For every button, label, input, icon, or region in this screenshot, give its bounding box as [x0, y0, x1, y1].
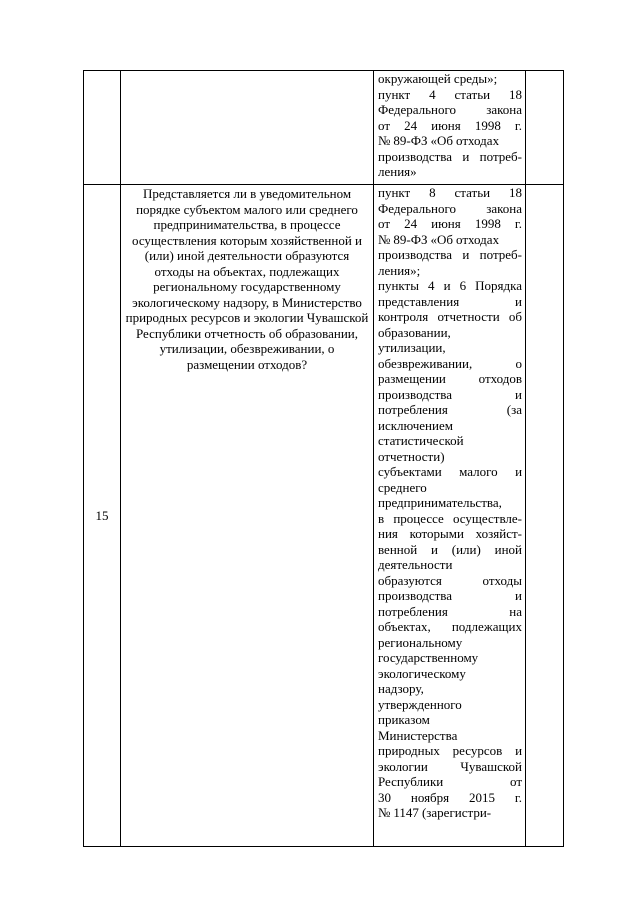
checklist-table [83, 70, 564, 847]
legal-basis-lines [378, 185, 522, 821]
legal-basis-line: Министерства [378, 727, 458, 743]
legal-basis-line: субъектами малого и [378, 464, 522, 479]
legal-basis-line: пункт 8 статьи 18 [378, 185, 522, 200]
legal-basis-line: производства и [378, 588, 522, 603]
legal-basis-line: размещении отходов [378, 371, 522, 386]
legal-basis-line: государственному [378, 650, 479, 665]
legal-basis-line: образовании, [378, 324, 451, 340]
row-number-cell: 15 [84, 185, 121, 847]
compliance-mark-cell [526, 71, 564, 185]
legal-basis-line: пункт 4 статьи 18 [378, 86, 522, 102]
row-number-cell [84, 71, 121, 185]
legal-basis-line: утвержденного [378, 696, 462, 712]
legal-basis-line: Федерального закона [378, 200, 522, 216]
legal-basis-line: № 89-ФЗ «Об отходах [378, 231, 500, 247]
legal-basis-line: ления» [378, 164, 417, 179]
legal-basis-line: от 24 июня 1998 г. [378, 216, 522, 231]
legal-basis-line: № 1147 (зарегистри- [378, 805, 492, 820]
table-row [84, 185, 564, 847]
legal-basis-line: экологическому [378, 665, 466, 681]
legal-basis-line: производства и [378, 386, 522, 402]
legal-basis-line: надзору, [378, 681, 424, 696]
legal-basis-line: экологии Чувашской [378, 758, 522, 774]
legal-basis-line: представления и [378, 293, 522, 309]
legal-basis-line: обезвреживании, о [378, 355, 522, 371]
legal-basis-line: ления»; [378, 262, 421, 278]
legal-basis-line: образуются отходы [378, 572, 522, 588]
legal-basis-cell [374, 185, 526, 847]
table-row [84, 71, 564, 185]
legal-basis-line: от 24 июня 1998 г. [378, 117, 522, 133]
legal-basis-line: венной и (или) иной [378, 541, 522, 557]
legal-basis-line: № 89-ФЗ «Об отходах [378, 133, 500, 148]
legal-basis-line: исключением [378, 417, 453, 433]
legal-basis-line: объектах, подлежащих [378, 619, 522, 634]
legal-basis-line: Федерального закона [378, 102, 522, 117]
legal-basis-line: среднего [378, 479, 427, 495]
legal-basis-line: приказом [378, 712, 430, 727]
legal-basis-line: потребления на [378, 603, 522, 619]
legal-basis-line: региональному [378, 634, 463, 650]
legal-basis-line: деятельности [378, 557, 453, 572]
legal-basis-line: производства и потреб- [378, 148, 522, 164]
legal-basis-lines [378, 71, 522, 180]
legal-basis-line: контроля отчетности об [378, 309, 522, 324]
legal-basis-line: 30 ноября 2015 г. [378, 789, 522, 805]
legal-basis-line: утилизации, [378, 340, 446, 355]
question-cell: Представляется ли в уведомительном порядке субъектом малого или среднего предпринимательства, в процессе осуществления которым хозяйственной и (или) иной деятельности образуются отходы на объектах, подлежащих региональному государственному экологическому надзору, в Министерство природных ресурсов и экологии Чувашской Республики отчетность об образовании, утилизации, обезвреживании, о размещении отходов? [121, 185, 374, 847]
legal-basis-line: потребления (за [378, 402, 522, 417]
question-cell [121, 71, 374, 185]
legal-basis-line: окружающей среды»; [378, 71, 498, 86]
legal-basis-line: статистической [378, 433, 464, 448]
legal-basis-line: природных ресурсов и [378, 743, 522, 758]
compliance-mark-cell [526, 185, 564, 847]
legal-basis-line: Республики от [378, 774, 522, 789]
legal-basis-line: отчетности) [378, 448, 445, 464]
legal-basis-line: в процессе осуществле- [378, 510, 522, 526]
legal-basis-line: производства и потреб- [378, 247, 522, 262]
legal-basis-line: ния которыми хозяйст- [378, 526, 522, 541]
legal-basis-line: предпринимательства, [378, 495, 502, 510]
legal-basis-line: пункты 4 и 6 Порядка [378, 278, 522, 293]
legal-basis-cell [374, 71, 526, 185]
